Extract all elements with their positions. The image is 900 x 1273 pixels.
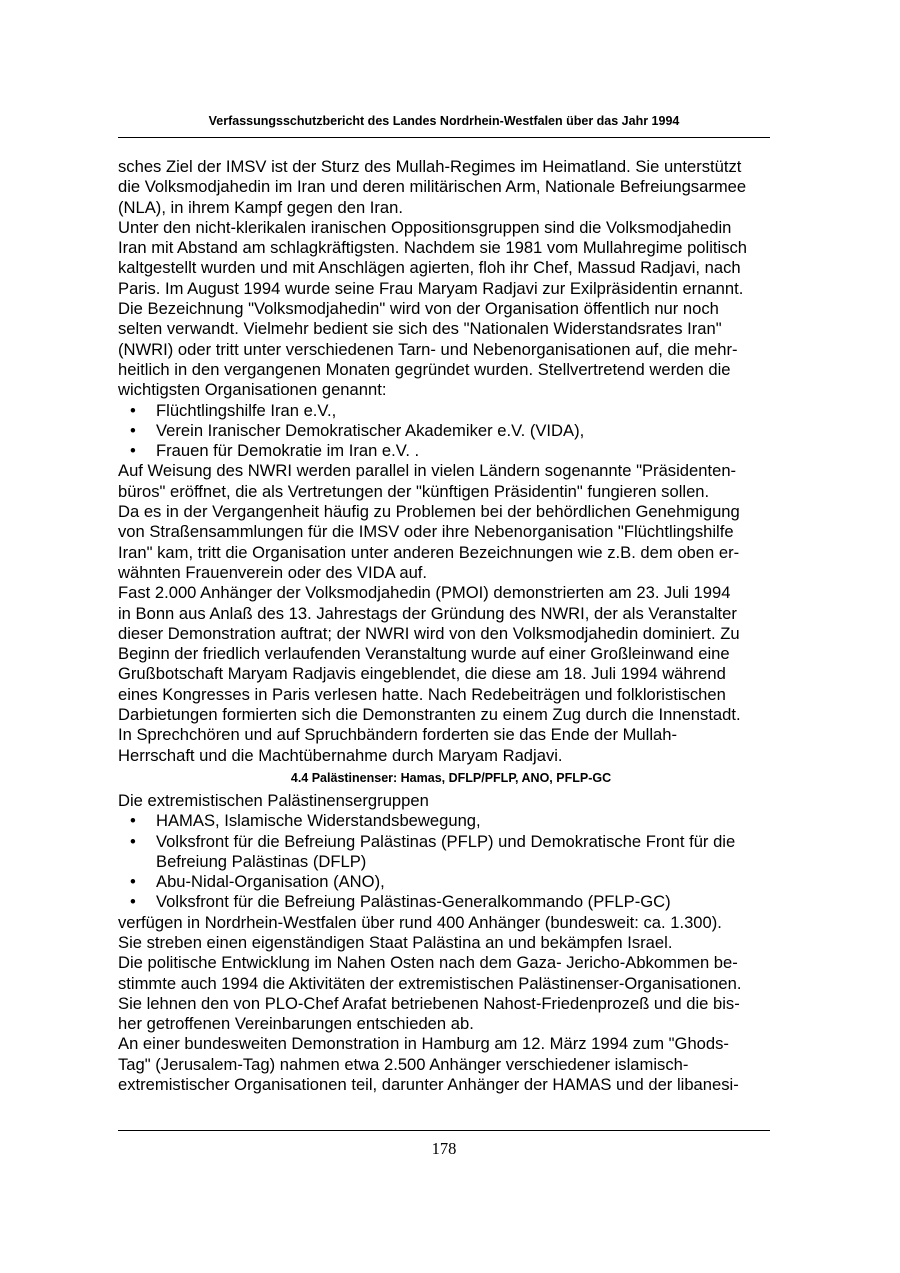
list-item xyxy=(118,401,782,421)
paragraph: sches Ziel der IMSV ist der Sturz des Mullah-Regimes im Heimatland. Sie unterstützt die Volksmodjahedin im Iran und deren militärischen Arm, Nationale Befreiungsarmee (NLA), in ihrem Kampf gegen den Iran. xyxy=(118,157,747,217)
page-number: 178 xyxy=(431,1139,457,1158)
list-item-text: Abu-Nidal-Organisation (ANO), xyxy=(156,872,385,892)
bullet-icon: • xyxy=(130,872,136,892)
bullet-icon: • xyxy=(130,892,136,912)
list-item-text: Volksfront für die Befreiung Palästinas (PFLP) und Demokratische Front für die Befreiung Palästinas (DFLP) xyxy=(156,831,736,871)
list-item xyxy=(118,892,782,912)
list-item xyxy=(118,811,782,831)
bullet-icon: • xyxy=(130,811,136,831)
paragraph: verfügen in Nordrhein-Westfalen über rund 400 Anhänger (bundesweit: ca. 1.300). Sie streben einen eigenständigen Staat Palästina an und bekämpfen Israel. xyxy=(118,912,722,952)
list-item-text: Verein Iranischer Demokratischer Akademiker e.V. (VIDA), xyxy=(156,420,585,440)
list-item-text: Flüchtlingshilfe Iran e.V., xyxy=(156,400,337,420)
list-item-text: Volksfront für die Befreiung Palästinas-Generalkommando (PFLP-GC) xyxy=(156,892,671,912)
list-item xyxy=(118,872,782,892)
paragraph: Fast 2.000 Anhänger der Volksmodjahedin (PMOI) demonstrierten am 23. Juli 1994 in Bonn aus Anlaß des 13. Jahrestags der Gründung des NWRI, der als Veranstalter dieser Demonstration auftrat; der NWRI wird von den Volksmodjahedin dominiert. Zu Beginn der friedlich verlaufenden Veranstaltung wurde auf einer Großleinwand eine Grußbotschaft Maryam Radjavis eingeblendet, die diese am 18. Juli 1994 während eines Kongresses in Paris verlesen hatte. Nach Redebeiträgen und folkloristischen Darbietungen formierten sich die Demonstranten zu einem Zug durch die Innenstadt. In Sprechchören und auf Spruchbändern forderten sie das Ende der Mullah- Herrschaft und die Machtübernahme durch Maryam Radjavi. xyxy=(118,583,741,765)
paragraph: An einer bundesweiten Demonstration in Hamburg am 12. März 1994 zum "Ghods- Tag" (Jerusalem-Tag) nahmen etwa 2.500 Anhänger verschiedener islamisch- extremistischer Organisationen teil, darunter Anhänger der HAMAS und der libanesi- xyxy=(118,1034,739,1095)
list-item xyxy=(118,441,782,461)
body-text xyxy=(118,157,782,1095)
paragraph: Da es in der Vergangenheit häufig zu Problemen bei der behördlichen Genehmigung von Straßensammlungen für die IMSV oder ihre Nebenorganisation "Flüchtlingshilfe Iran" kam, tritt die Organisation unter anderen Bezeichnungen wie z.B. dem oben er- wähnten Frauenverein oder des VIDA auf. xyxy=(118,502,740,582)
running-header: Verfassungsschutzbericht des Landes Nordrhein-Westfalen über das Jahr 1994 xyxy=(208,114,680,128)
bullet-icon: • xyxy=(130,420,136,440)
paragraph: Die politische Entwicklung im Nahen Osten nach dem Gaza- Jericho-Abkommen be- stimmte auch 1994 die Aktivitäten der extremistischen Palästinenser-Organisationen. Sie lehnen den von PLO-Chef Arafat betriebenen Nahost-Friedenprozeß und die bis- her getroffenen Vereinbarungen entschieden ab. xyxy=(118,953,742,1034)
bullet-icon: • xyxy=(130,441,136,461)
list-item xyxy=(118,832,782,873)
paragraph: Unter den nicht-klerikalen iranischen Oppositionsgruppen sind die Volksmodjahedin Iran mit Abstand am schlagkräftigsten. Nachdem sie 1981 vom Mullahregime politisch kaltgestellt wurden und mit Anschlägen agierten, floh ihr Chef, Massud Radjavi, nach Paris. Im August 1994 wurde seine Frau Maryam Radjavi zur Exilpräsidentin ernannt. xyxy=(118,217,748,298)
list-item-text: Frauen für Demokratie im Iran e.V. . xyxy=(156,441,420,461)
group-list xyxy=(118,811,782,912)
paragraph: Die Bezeichnung "Volksmodjahedin" wird von der Organisation öffentlich nur noch selten verwandt. Vielmehr bedient sie sich des "Nationalen Widerstandsrates Iran" (NWRI) oder tritt unter verschiedenen Tarn- und Nebenorganisationen auf, die mehr- heitlich in den vergangenen Monaten gegründet wurden. Stellvertretend werden die wichtigsten Organisationen genannt: xyxy=(118,299,738,400)
list-item xyxy=(118,421,782,441)
header-divider xyxy=(118,137,770,138)
section-heading: 4.4 Palästinenser: Hamas, DFLP/PFLP, ANO, PFLP-GC xyxy=(290,770,612,785)
list-item-text: HAMAS, Islamische Widerstandsbewegung, xyxy=(156,811,481,831)
bullet-icon: • xyxy=(130,831,136,851)
paragraph: Auf Weisung des NWRI werden parallel in vielen Ländern sogenannte "Präsidenten- büros" eröffnet, die als Vertretungen der "künftigen Präsidentin" fungieren sollen. xyxy=(118,461,737,501)
paragraph: Die extremistischen Palästinensergruppen xyxy=(118,790,429,810)
organisation-list xyxy=(118,401,782,462)
footer-divider xyxy=(118,1130,770,1131)
bullet-icon: • xyxy=(130,400,136,420)
